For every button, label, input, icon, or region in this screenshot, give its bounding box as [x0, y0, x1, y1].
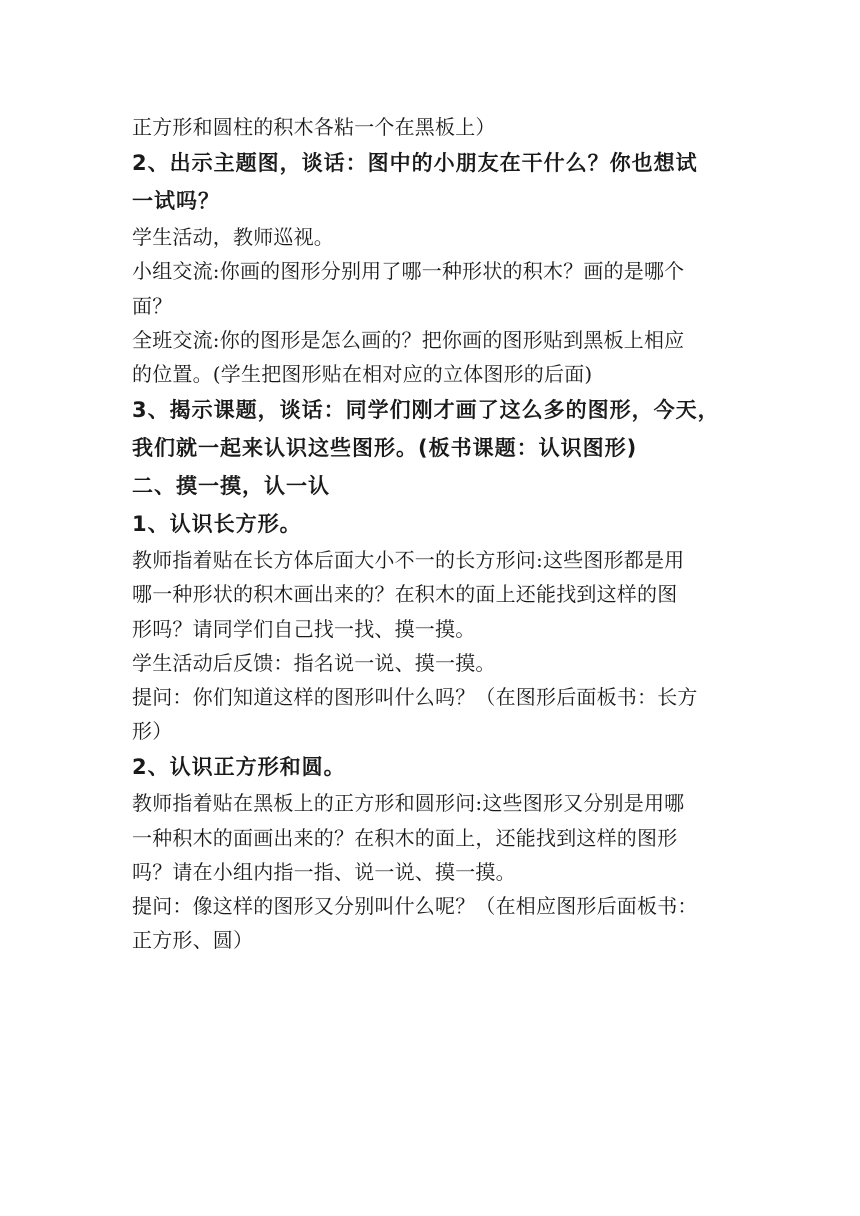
text-line: 面？ — [132, 293, 173, 318]
subsection-heading: 2、认识正方形和圆。 — [132, 755, 346, 780]
heading-line: 我们就一起来认识这些图形。(板书课题：认识图形) — [132, 436, 638, 461]
text-line: 提问：你们知道这样的图形叫什么吗？（在图形后面板书：长方 — [132, 685, 698, 710]
text-line: 哪一种形状的积木画出来的？在积木的面上还能找到这样的图 — [132, 582, 678, 607]
text-line: 学生活动，教师巡视。 — [132, 225, 334, 250]
heading-line: 3、揭示课题，谈话：同学们刚才画了这么多的图形，今天， — [132, 398, 720, 423]
text-line: 小组交流:你画的图形分别用了哪一种形状的积木？画的是哪个 — [132, 259, 685, 284]
text-line: 提问：像这样的图形又分别叫什么呢？（在相应图形后面板书： — [132, 894, 698, 919]
text-line: 学生活动后反馈：指名说一说、摸一摸。 — [132, 650, 496, 675]
text-line: 教师指着贴在黑板上的正方形和圆形问:这些图形又分别是用哪 — [132, 791, 685, 816]
text-line: 形吗？请同学们自己找一找、摸一摸。 — [132, 616, 476, 641]
text-line: 正方形和圆柱的积木各粘一个在黑板上） — [132, 115, 496, 139]
subsection-heading: 1、认识长方形。 — [132, 512, 302, 537]
section-heading: 二、摸一摸，认一认 — [132, 474, 330, 499]
document-page — [132, 110, 732, 957]
text-line: 一种积木的面画出来的？在积木的面上，还能找到这样的图形 — [132, 825, 678, 850]
text-line: 形） — [132, 719, 173, 744]
text-line: 教师指着贴在长方体后面大小不一的长方形问:这些图形都是用 — [132, 548, 685, 573]
text-line: 正方形、圆） — [132, 928, 254, 953]
text-line: 吗？请在小组内指一指、说一说、摸一摸。 — [132, 859, 516, 884]
text-line: 的位置。(学生把图形贴在相对应的立体图形的后面) — [132, 362, 593, 387]
heading-line: 2、出示主题图，谈话：图中的小朋友在干什么？你也想试 — [132, 151, 698, 176]
text-line: 全班交流:你的图形是怎么画的？把你画的图形贴到黑板上相应 — [132, 327, 685, 352]
heading-line: 一试吗？ — [132, 189, 220, 214]
